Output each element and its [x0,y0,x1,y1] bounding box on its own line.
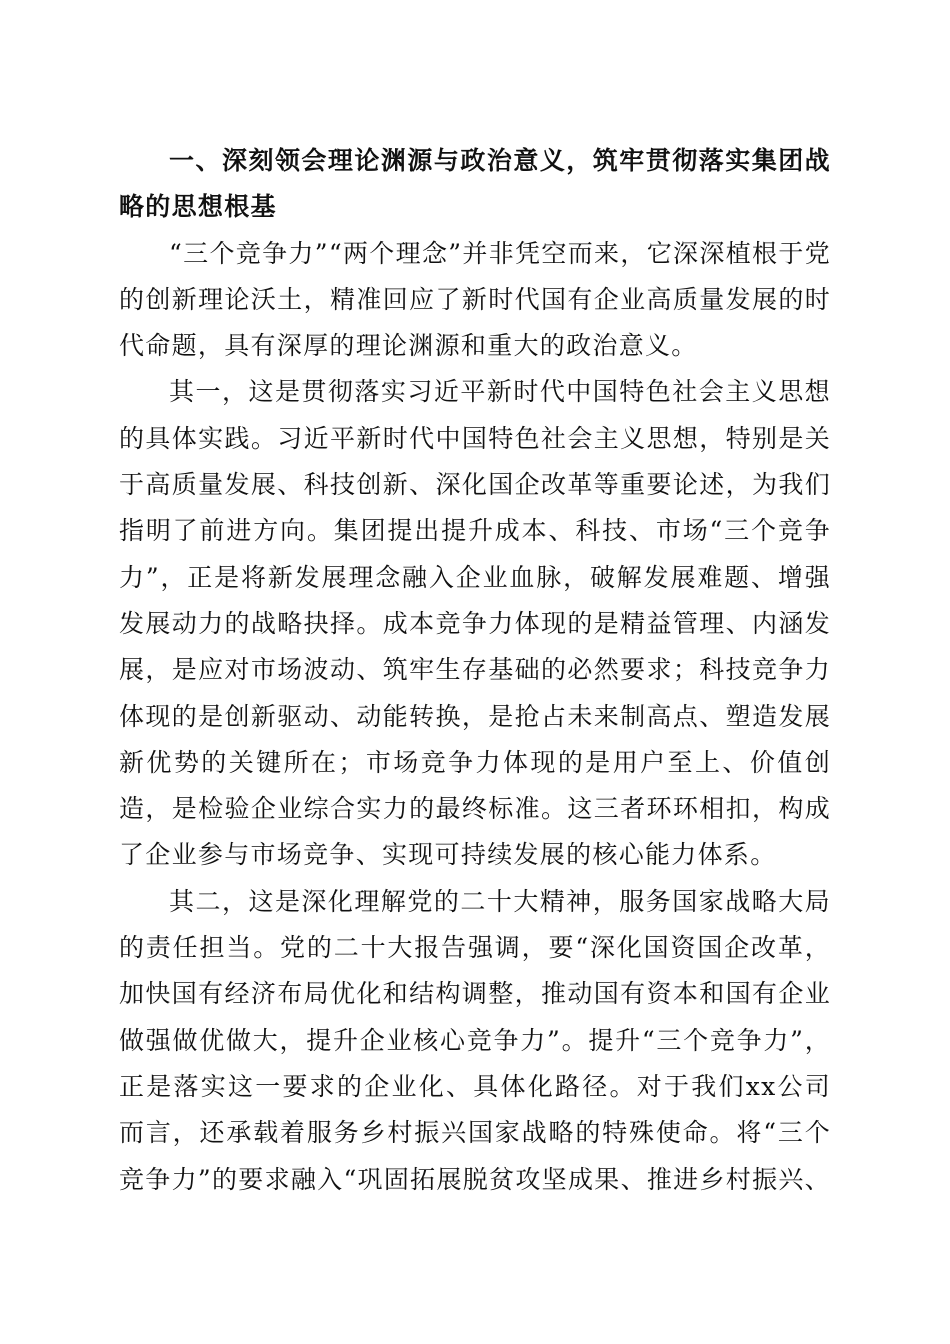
paragraph-second-point: 其二，这是深化理解党的二十大精神，服务国家战略大局的责任担当。党的二十大报告强调，要“深化国资国企改革，加快国有经济布局优化和结构调整，推动国有资本和国有企业做强做优做大，提升企业核心竞争力”。提升“三个竞争力”，正是落实这一要求的企业化、具体化路径。对于我们xx公司而言，还承载着服务乡村振兴国家战略的特殊使命。将“三个竞争力”的要求融入“巩固拓展脱贫攻坚成果、推进乡村振兴、 [119,886,831,1194]
section-heading: 一、深刻领会理论渊源与政治意义，筑牢贯彻落实集团战略的思想根基 [119,146,831,222]
paragraph-intro: “三个竞争力”“两个理念”并非凭空而来，它深深植根于党的创新理论沃土，精准回应了新时代国有企业高质量发展的时代命题，具有深厚的理论渊源和重大的政治意义。 [119,238,831,361]
document-body [119,138,831,1203]
paragraph-first-point: 其一，这是贯彻落实习近平新时代中国特色社会主义思想的具体实践。习近平新时代中国特色社会主义思想，特别是关于高质量发展、科技创新、深化国企改革等重要论述，为我们指明了前进方向。集团提出提升成本、科技、市场“三个竞争力”，正是将新发展理念融入企业血脉，破解发展难题、增强发展动力的战略抉择。成本竞争力体现的是精益管理、内涵发展，是应对市场波动、筑牢生存基础的必然要求；科技竞争力体现的是创新驱动、动能转换，是抢占未来制高点、塑造发展新优势的关键所在；市场竞争力体现的是用户至上、价值创造，是检验企业综合实力的最终标准。这三者环环相扣，构成了企业参与市场竞争、实现可持续发展的核心能力体系。 [119,377,831,870]
